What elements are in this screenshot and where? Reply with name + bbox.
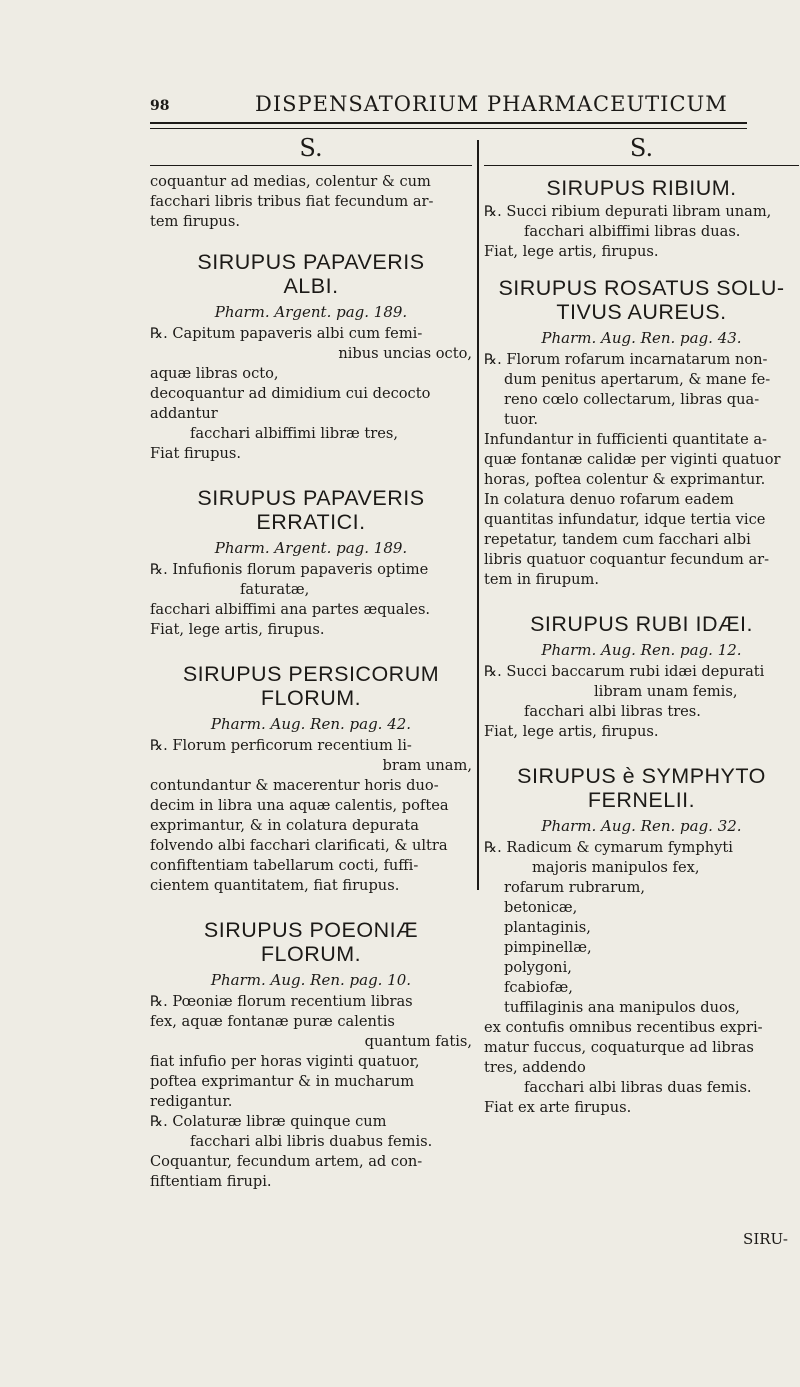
- text-line: exprimantur, & in colatura depurata: [150, 817, 419, 834]
- text-line: ex contufis omnibus recentibus expri-: [484, 1019, 763, 1036]
- text-line: fiftentiam firupi.: [150, 1173, 272, 1190]
- text-line: decoquantur ad dimidium cui decocto: [150, 385, 431, 402]
- text-line: poftea exprimantur & in mucharum: [150, 1073, 415, 1090]
- text-line: ℞. Colaturæ libræ quinque cum: [150, 1113, 387, 1130]
- text-line: contundantur & macerentur horis duo-: [150, 777, 439, 794]
- pharmacopoeia-reference: Pharm. Aug. Ren. pag. 43.: [541, 329, 742, 347]
- pharmacopoeia-reference: Pharm. Aug. Ren. pag. 42.: [210, 715, 412, 733]
- text-line: folvendo albi facchari clarificati, & ultra: [150, 837, 448, 854]
- text-line: Fiat firupus.: [150, 445, 241, 462]
- text-line: quantitas infundatur, idque tertia vice: [484, 511, 766, 528]
- text-line: Fiat ex arte firupus.: [484, 1099, 632, 1116]
- running-title: DISPENSATORIUM PHARMACEUTICUM: [255, 92, 728, 116]
- text-line: reno cœlo collectarum, libras qua-: [504, 391, 760, 408]
- text-line: libram unam femis,: [594, 683, 738, 700]
- text-line: fex, aquæ fontanæ puræ calentis: [150, 1013, 395, 1030]
- text-line: redigantur.: [150, 1093, 233, 1110]
- text-line: nibus uncias octo,: [338, 345, 472, 362]
- text-line: coquantur ad medias, colentur & cum: [150, 173, 431, 190]
- text-line: tres, addendo: [484, 1059, 586, 1076]
- text-line: ℞. Capitum papaveris albi cum femi-: [150, 325, 423, 342]
- text-line: pimpinellæ,: [504, 939, 592, 956]
- text-line: tuor.: [504, 411, 539, 428]
- recipe-title: SIRUPUS PAPAVERIS ALBI.: [197, 250, 425, 298]
- section-letter-right: S.: [629, 134, 654, 162]
- column-divider: [477, 140, 479, 890]
- pharmacopoeia-reference: Pharm. Argent. pag. 189.: [214, 539, 408, 557]
- text-line: facchari albiffimi libras duas.: [524, 223, 741, 240]
- text-line: Fiat, lege artis, firupus.: [484, 243, 659, 260]
- recipe-title: SIRUPUS è SYMPHYTO FERNELII.: [517, 764, 766, 812]
- text-line: tuffilaginis ana manipulos duos,: [504, 999, 740, 1016]
- text-line: facchari albi libras tres.: [524, 703, 701, 720]
- text-line: Infundantur in fufficienti quantitate a-: [484, 431, 767, 448]
- text-line: dum penitus apertarum, & mane fe-: [504, 371, 771, 388]
- text-line: facchari albi libris duabus femis.: [190, 1133, 433, 1150]
- pharmacopoeia-reference: Pharm. Aug. Ren. pag. 12.: [541, 641, 742, 659]
- text-line: facchari albiffimi ana partes æquales.: [150, 601, 431, 618]
- text-line: quæ fontanæ calidæ per viginti quatuor: [484, 451, 781, 468]
- text-line: ℞. Infufionis florum papaveris optime: [150, 561, 429, 578]
- text-line: addantur: [150, 405, 218, 422]
- text-line: polygoni,: [504, 959, 572, 976]
- recipe-title: SIRUPUS POEONIÆ FLORUM.: [203, 918, 419, 966]
- left-column: [150, 135, 472, 1192]
- text-line: decim in libra una aquæ calentis, poftea: [150, 797, 449, 814]
- text-line: ℞. Florum rofarum incarnatarum non-: [484, 351, 768, 368]
- text-line: facchari libris tribus fiat fecundum ar-: [150, 193, 434, 210]
- pharmacopoeia-reference: Pharm. Aug. Ren. pag. 10.: [210, 971, 412, 989]
- page-number: 98: [150, 98, 170, 114]
- text-line: Coquantur, fecundum artem, ad con-: [150, 1153, 423, 1170]
- right-column: [484, 135, 799, 1118]
- catchword: SIRU-: [743, 1230, 788, 1248]
- letter-rule: [150, 165, 472, 166]
- text-line: fiat infufio per horas viginti quatuor,: [150, 1053, 420, 1070]
- text-line: In colatura denuo rofarum eadem: [484, 491, 734, 508]
- recipe-title: SIRUPUS RUBI IDÆI.: [530, 612, 753, 636]
- text-line: ℞. Succi ribium depurati libram unam,: [484, 203, 772, 220]
- pharmacopoeia-reference: Pharm. Aug. Ren. pag. 32.: [541, 817, 742, 835]
- text-line: facchari albi libras duas femis.: [524, 1079, 752, 1096]
- pharmacopoeia-reference: Pharm. Argent. pag. 189.: [214, 303, 408, 321]
- text-line: matur fuccus, coquaturque ad libras: [484, 1039, 754, 1056]
- text-line: faturatæ,: [240, 581, 310, 598]
- recipe-title: SIRUPUS RIBIUM.: [546, 176, 737, 200]
- text-line: facchari albiffimi libræ tres,: [190, 425, 399, 442]
- text-line: cientem quantitatem, fiat firupus.: [150, 877, 400, 894]
- text-line: betonicæ,: [504, 899, 578, 916]
- text-line: tem firupus.: [150, 213, 240, 230]
- text-line: ℞. Pœoniæ florum recentium libras: [150, 993, 413, 1010]
- head-rule: [150, 122, 747, 129]
- text-line: plantaginis,: [504, 919, 591, 936]
- text-line: ℞. Florum perficorum recentium li-: [150, 737, 412, 754]
- text-line: ℞. Succi baccarum rubi idæi depurati: [484, 663, 765, 680]
- running-head: [150, 92, 750, 122]
- text-line: majoris manipulos fex,: [532, 859, 700, 876]
- letter-rule: [484, 165, 799, 166]
- text-line: repetatur, tandem cum facchari albi: [484, 531, 751, 548]
- recipe-title: SIRUPUS PAPAVERIS ERRATICI.: [197, 486, 425, 534]
- text-line: confiftentiam tabellarum cocti, fuffi-: [150, 857, 419, 874]
- text-line: rofarum rubrarum,: [504, 879, 645, 896]
- text-line: bram unam,: [382, 757, 472, 774]
- text-line: Fiat, lege artis, firupus.: [484, 723, 659, 740]
- section-letter-left: S.: [299, 134, 323, 162]
- text-line: libris quatuor coquantur fecundum ar-: [484, 551, 770, 568]
- text-line: horas, poftea colentur & exprimantur.: [484, 471, 766, 488]
- recipe-title: SIRUPUS ROSATUS SOLU- TIVUS AUREUS.: [498, 276, 785, 324]
- text-line: ℞. Radicum & cymarum fymphyti: [484, 839, 733, 856]
- text-line: aquæ libras octo,: [150, 365, 279, 382]
- recipe-title: SIRUPUS PERSICORUM FLORUM.: [182, 662, 440, 710]
- text-line: fcabiofæ,: [504, 979, 573, 996]
- text-line: tem in firupum.: [484, 571, 600, 588]
- text-line: Fiat, lege artis, firupus.: [150, 621, 325, 638]
- text-line: quantum fatis,: [364, 1033, 472, 1050]
